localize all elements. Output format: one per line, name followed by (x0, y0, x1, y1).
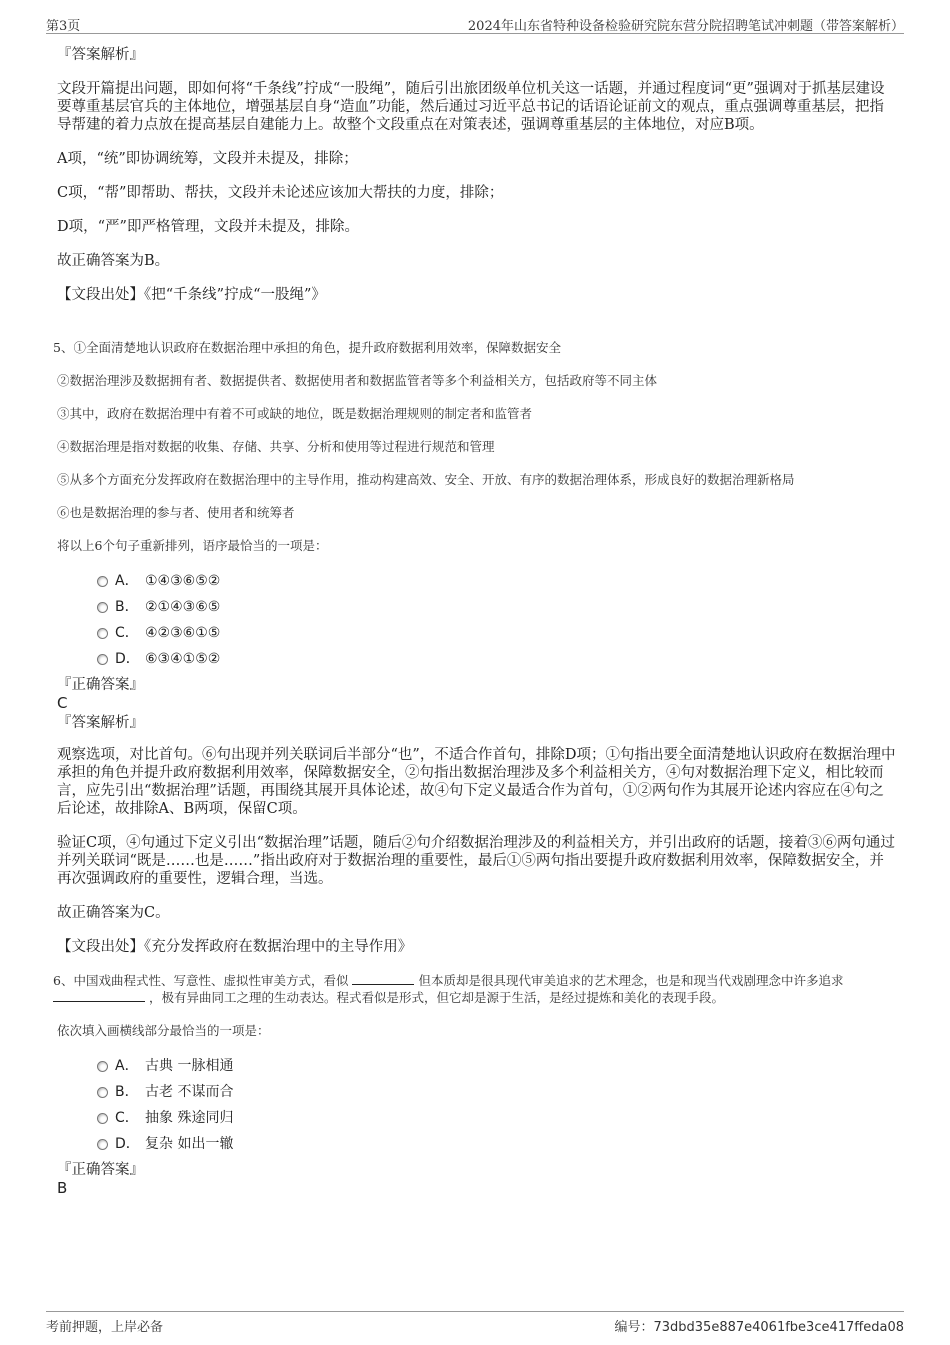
q6-option-c[interactable]: C． 抽象 殊途同归 (57, 1105, 897, 1131)
q5-sentence-5: ⑤从多个方面充分发挥政府在数据治理中的主导作用，推动构建高效、安全、开放、有序的数据治理体系，形成良好的数据治理新格局 (57, 472, 795, 487)
q6-answer-tag: 『正确答案』 (57, 1162, 144, 1178)
page-number: 第3页 (46, 19, 81, 34)
q5-analysis-tag: 『答案解析』 (57, 715, 144, 731)
document-body (53, 46, 897, 1197)
q6-answer: B (57, 1179, 68, 1197)
q5-sentence-4: ④数据治理是指对数据的收集、存储、共享、分析和使用等过程进行规范和管理 (57, 439, 495, 454)
q5-stem: 5、①全面清楚地认识政府在数据治理中承担的角色，提升政府数据利用效率，保障数据安全 (53, 340, 561, 355)
radio-button[interactable] (97, 1139, 108, 1150)
q4-analysis-c: C项，“帮”即帮助、帮扶，文段并未论述应该加大帮扶的力度，排除； (57, 185, 504, 201)
page-header (46, 13, 904, 34)
document-code (614, 1316, 904, 1335)
q5-option-a[interactable]: A． ①④③⑥⑤② (57, 568, 897, 594)
q6-option-b[interactable]: B． 古老 不谋而合 (57, 1079, 897, 1105)
q5-analysis-paragraph-2: 验证C项，④句通过下定义引出“数据治理”话题，随后②句介绍数据治理涉及的利益相关方，并引出政府的话题，接着③⑥两句通过并列关联词“既是……也是……”指出政府对于数据治理的重要性，最后①⑤两句指出要提升政府数据利用效率，保障数据安全，并再次强调政府的重要性，逻辑合理，当选。 (57, 835, 895, 887)
radio-button[interactable] (97, 1113, 108, 1124)
radio-button[interactable] (97, 576, 108, 587)
fill-blank-1 (352, 972, 414, 985)
q6-options (57, 1053, 897, 1157)
code-label: 编号： (614, 1320, 654, 1335)
q5-sentence-3: ③其中，政府在数据治理中有着不可或缺的地位，既是数据治理规则的制定者和监管者 (57, 406, 533, 421)
q5-answer-tag: 『正确答案』 (57, 677, 144, 693)
q6-option-d[interactable]: D． 复杂 如出一辙 (57, 1131, 897, 1157)
radio-button[interactable] (97, 1061, 108, 1072)
code-value: 73dbd35e887e4061fbe3ce417ffeda08 (653, 1320, 904, 1335)
fill-blank-2 (53, 989, 145, 1002)
q6-prompt: 依次填入画横线部分最恰当的一项是： (57, 1023, 270, 1038)
q4-source: 【文段出处】《把“千条线”拧成“一股绳”》 (57, 287, 326, 303)
document-title: 2024年山东省特种设备检验研究院东营分院招聘笔试冲刺题（带答案解析） (467, 19, 904, 34)
q4-analysis-paragraph: 文段开篇提出问题，即如何将“千条线”拧成“一股绳”，随后引出旅团级单位机关这一话题，并通过程度词“更”强调对于抓基层建设要尊重基层官兵的主体地位，增强基层自身“造血”功能，然后通过习近平总书记的话语论证前文的观点，重点强调尊重基层，把指导帮建的着力点放在提高基层自建能力上。故整个文段重点在对策表述，强调尊重基层的主体地位，对应B项。 (57, 81, 885, 133)
q5-analysis-paragraph-1: 观察选项，对比首句。⑥句出现并列关联词后半部分“也”，不适合作首句，排除D项；①句指出要全面清楚地认识政府在数据治理中承担的角色并提升政府数据利用效率，保障数据安全，②句指出数据治理涉及多个利益相关方，④句对数据治理下定义，相比较而言，应先引出“数据治理”话题，再围绕其展开具体论述，故④句下定义最适合作为首句，①②两句作为其展开论述内容应在④句之后论述，故排除A、B两项，保留C项。 (57, 747, 896, 817)
q5-answer: C (57, 694, 68, 712)
question-6 (53, 972, 897, 1197)
q4-conclusion: 故正确答案为B。 (57, 253, 170, 269)
q5-sentence-6: ⑥也是数据治理的参与者、使用者和统筹者 (57, 505, 295, 520)
radio-button[interactable] (97, 1087, 108, 1098)
q6-stem: 6、中国戏曲程式性、写意性、虚拟性审美方式，看似 但本质却是很具现代审美追求的艺术理念，也是和现当代戏剧理念中许多追求 ，极有异曲同工之理的生动表达。程式看似是形式，但它却是源于生活，是经过提炼和美化的表现手段。 (53, 973, 844, 1005)
q4-analysis-a: A项，“统”即协调统筹，文段并未提及，排除； (57, 151, 358, 167)
q4-analysis-tag: 『答案解析』 (57, 47, 144, 63)
q5-option-c[interactable]: C． ④②③⑥①⑤ (57, 620, 897, 646)
footer-slogan: 考前押题，上岸必备 (46, 1320, 164, 1335)
q5-option-d[interactable]: D． ⑥③④①⑤② (57, 646, 897, 672)
radio-button[interactable] (97, 654, 108, 665)
q5-options (57, 568, 897, 672)
q5-sentence-2: ②数据治理涉及数据拥有者、数据提供者、数据使用者和数据监管者等多个利益相关方，包括政府等不同主体 (57, 373, 658, 388)
q5-conclusion: 故正确答案为C。 (57, 905, 170, 921)
q5-source: 【文段出处】《充分发挥政府在数据治理中的主导作用》 (57, 939, 413, 955)
q5-option-b[interactable]: B． ②①④③⑥⑤ (57, 594, 897, 620)
question-5 (53, 339, 897, 956)
q4-analysis-d: D项，“严”即严格管理，文段并未提及，排除。 (57, 219, 359, 235)
page-footer (46, 1311, 904, 1335)
radio-button[interactable] (97, 628, 108, 639)
q6-option-a[interactable]: A． 古典 一脉相通 (57, 1053, 897, 1079)
q5-prompt: 将以上6个句子重新排列，语序最恰当的一项是： (57, 538, 328, 553)
radio-button[interactable] (97, 602, 108, 613)
